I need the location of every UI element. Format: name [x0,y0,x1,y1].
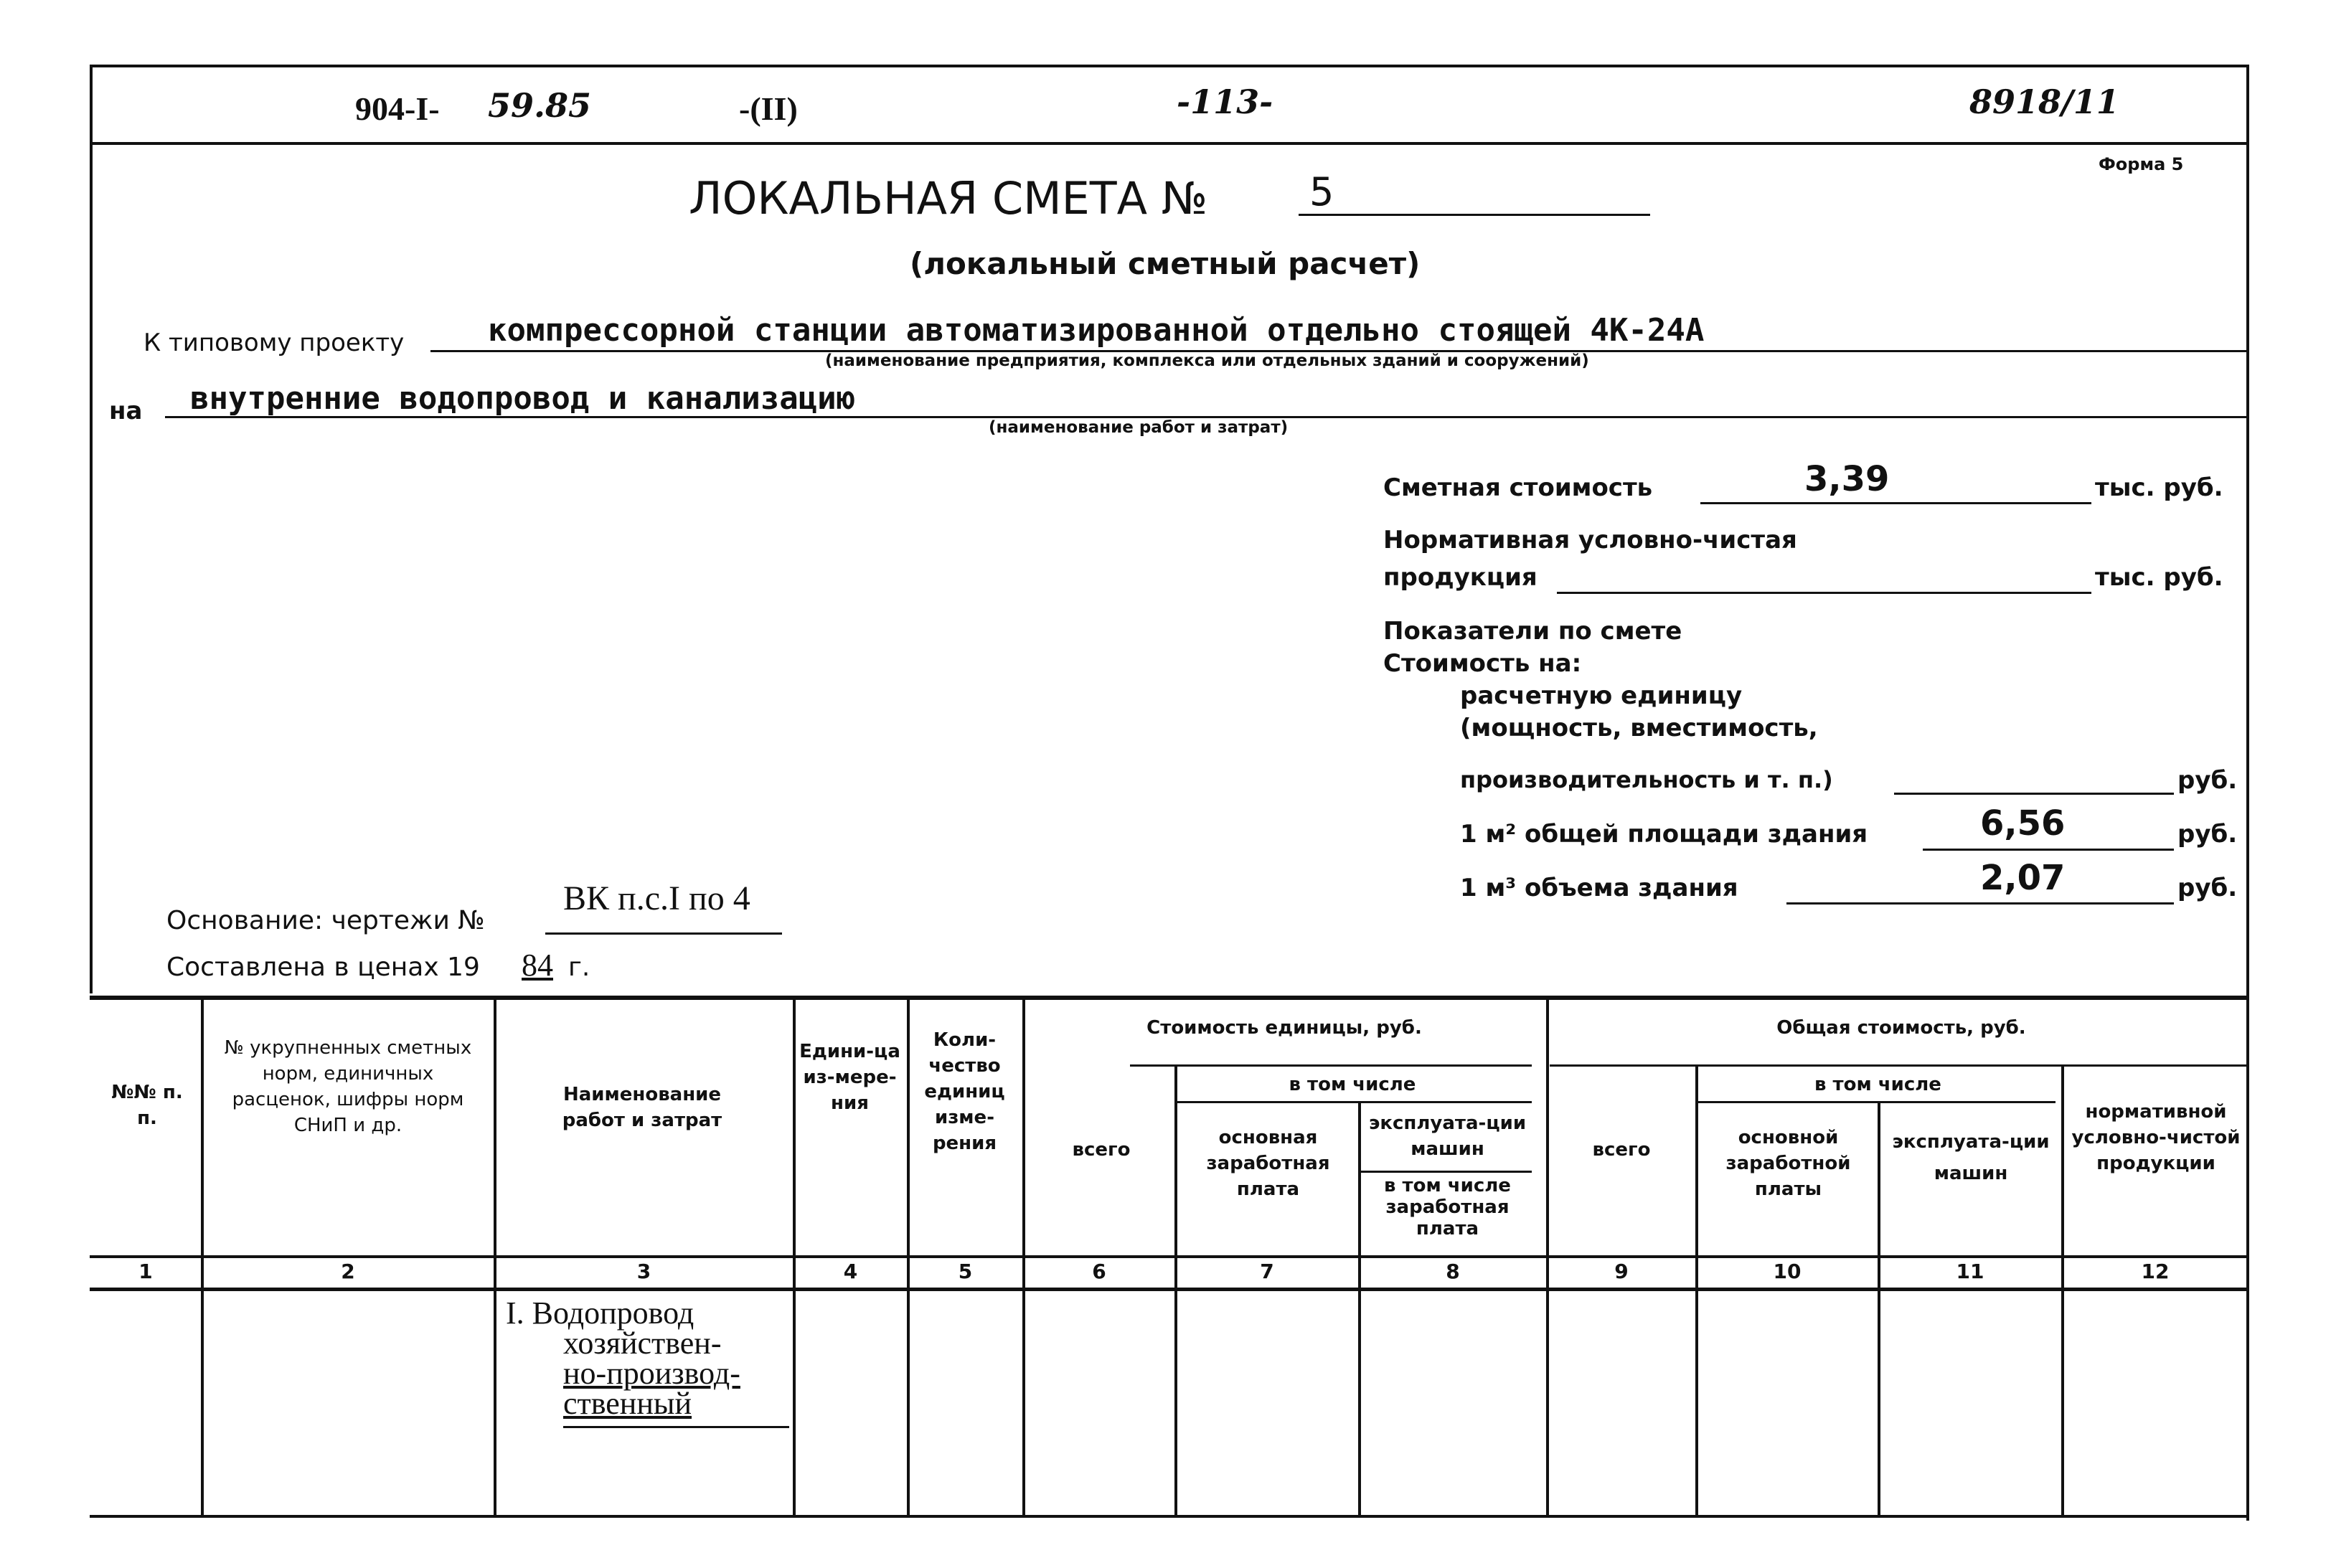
page-title: ЛОКАЛЬНАЯ СМЕТА № [689,172,1208,225]
total-incl-header: в том числе [1814,1074,1941,1095]
na-value: внутренние водопровод и канализацию [190,380,856,417]
header-col-5: Коли-чество единиц изме-рения [924,1029,1005,1154]
col-number-5: 5 [958,1260,973,1283]
col-number-9: 9 [1614,1260,1629,1283]
unit-group-rule [1130,1064,1532,1067]
indicators-label: Показатели по смете [1383,617,1682,646]
col-number-6: 6 [1092,1260,1106,1283]
col-sep-5 [1022,997,1025,1516]
basis-value: ВК п.с.I по 4 [563,879,750,917]
basis-underline [545,932,782,935]
col-number-2: 2 [341,1260,355,1283]
form-label: Форма 5 [2099,154,2184,174]
area-value: 6,56 [1980,803,2066,844]
header-col-4: Едини-ца из-мере-ния [799,1041,900,1114]
norm-label-2: продукция [1383,563,1537,592]
unit-rub: руб. [2177,766,2238,795]
estimate-number: 5 [1309,169,1334,214]
estimate-number-underline [1299,214,1650,216]
area-label: 1 м² общей площади здания [1460,820,1868,849]
volume-label: 1 м³ объема здания [1460,874,1738,902]
total-incl-rule [1697,1101,2055,1103]
cost-value: 3,39 [1804,459,1890,499]
total-group-rule [1550,1064,2249,1067]
prices-year: 84 [522,948,553,983]
project-hint: (наименование предприятия, комплекса или отдельных зданий и сооружений) [825,351,1589,370]
section-heading-line-2: хозяйствен- [563,1326,722,1361]
unit-label-2: (мощность, вместимость, [1460,714,1818,742]
cost-label: Сметная стоимость [1383,473,1653,502]
col-number-4: 4 [843,1260,858,1283]
col-number-12: 12 [2141,1260,2170,1283]
volume-value: 2,07 [1980,858,2066,898]
section-heading-line-4: ственный [563,1386,692,1421]
col-sep-4 [907,997,910,1516]
col-number-11: 11 [1956,1260,1984,1283]
project-value: компрессорной станции автоматизированной отдельно стоящей 4К-24А [488,312,1705,349]
page-subtitle: (локальный сметный расчет) [910,246,1421,281]
col-number-3: 3 [636,1260,651,1283]
numbers-bottom-rule [90,1288,2249,1291]
prices-label: Составлена в ценах 19 [166,953,480,982]
frame-top [90,65,2249,67]
unit-incl-header: в том числе [1289,1074,1416,1095]
col-sep-6 [1174,1064,1177,1516]
unit-underline [1894,793,2174,795]
header-col-8b: в том числе заработная плата [1384,1175,1511,1239]
col-sep-1 [201,997,204,1516]
norm-underline [1557,592,2091,594]
header-col-7: основная заработная плата [1206,1127,1330,1200]
col-sep-7 [1358,1101,1361,1516]
header-col-6: всего [1072,1139,1131,1161]
col-sep-3 [793,997,796,1516]
col-number-8: 8 [1446,1260,1460,1283]
project-label: К типовому проекту [143,329,405,357]
volume-underline [1786,902,2174,905]
col-sep-10 [1878,1101,1880,1516]
part-number: -(II) [739,90,798,127]
area-underline [1923,849,2174,851]
col-sep-8 [1546,997,1549,1516]
doc-code: 904-I- [355,90,440,127]
col-number-10: 10 [1773,1260,1802,1283]
basis-label: Основание: чертежи № [166,906,485,935]
volume-rub: руб. [2177,874,2238,902]
na-hint: (наименование работ и затрат) [989,418,1289,437]
area-rub: руб. [2177,820,2238,849]
col-number-7: 7 [1260,1260,1274,1283]
header-col-9: всего [1592,1139,1651,1161]
frame-right [2246,65,2249,1521]
prices-suffix: г. [568,953,590,982]
header-col-10: основной заработной платы [1725,1127,1851,1200]
na-label: на [109,397,143,425]
header-col-3: Наименование работ и затрат [562,1084,722,1131]
section-heading-underline [563,1426,789,1428]
col-sep-9 [1695,1064,1698,1516]
frame-left [90,65,93,993]
section-heading-line-1: I. Водопровод [506,1295,694,1331]
unit-incl-rule [1177,1101,1532,1103]
unit-label-1: расчетную единицу [1460,681,1743,710]
norm-unit: тыс. руб. [2095,563,2223,592]
col8-split-rule [1360,1171,1532,1173]
sheet-number: 8918/11 [1969,82,2119,121]
unit-label-3: производительность и т. п.) [1460,766,1833,793]
cost-underline [1700,502,2091,504]
col-number-1: 1 [138,1260,153,1283]
table-bottom-rule [90,1515,2249,1518]
frame-header-rule [90,142,2249,145]
page-number: -113- [1177,82,1273,121]
header-col-8a: эксплуата-ции машин [1368,1113,1527,1160]
section-heading-line-3: но-производ- [563,1356,740,1391]
total-cost-group-header: Общая стоимость, руб. [1776,1017,2026,1039]
unit-cost-group-header: Стоимость единицы, руб. [1146,1017,1422,1039]
header-col-11: эксплуата-ции машин [1892,1131,2050,1184]
table-top-rule [90,996,2249,1000]
header-col-1: №№ п. п. [111,1082,183,1129]
col-sep-2 [494,997,496,1516]
header-col-2: № укрупненных сметных норм, единичных расценок, шифры норм СНиП и др. [224,1037,472,1136]
norm-label-1: Нормативная условно-чистая [1383,526,1797,554]
col-sep-11 [2061,1064,2064,1516]
cost-on-label: Стоимость на: [1383,649,1582,678]
header-bottom-rule [90,1255,2249,1258]
doc-code-handwritten: 59.85 [488,86,592,125]
header-col-12: нормативной условно-чистой продукции [2071,1101,2241,1174]
cost-unit: тыс. руб. [2095,473,2223,502]
